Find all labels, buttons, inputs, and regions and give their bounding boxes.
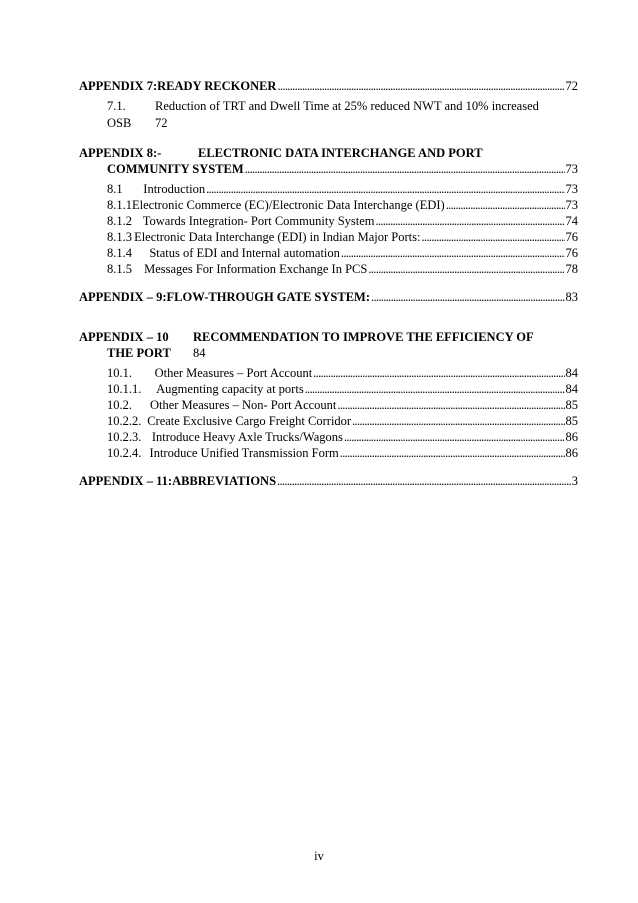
toc-entry-appendix-11[interactable] xyxy=(79,474,578,489)
page-number: 78 xyxy=(565,262,578,276)
section-title: Towards Integration- Port Community System xyxy=(142,214,375,228)
toc-entry-8-1[interactable] xyxy=(107,182,578,197)
page-number: 76 xyxy=(565,230,578,244)
dot-leader xyxy=(376,214,565,229)
toc-entry-10-2-4[interactable] xyxy=(107,446,578,461)
dot-leader xyxy=(446,198,565,213)
section-number: 10.2.2. xyxy=(107,414,142,428)
section-title-continued: OSB xyxy=(107,116,132,130)
appendix-label: APPENDIX – 11: xyxy=(79,474,173,488)
toc-entry-7-1-continued[interactable] xyxy=(107,116,168,131)
appendix-title: ELECTRONIC DATA INTERCHANGE AND PORT xyxy=(198,146,483,160)
page-number: 73 xyxy=(565,162,578,176)
page-number: 84 xyxy=(565,366,578,380)
page-number: 72 xyxy=(155,116,168,130)
appendix-title: FLOW-THROUGH GATE SYSTEM: xyxy=(166,290,370,304)
toc-entry-appendix-8[interactable] xyxy=(79,146,483,161)
section-number: 10.1.1. xyxy=(107,382,142,396)
dot-leader xyxy=(206,182,564,197)
toc-entry-7-1[interactable] xyxy=(107,99,539,114)
page-number: 76 xyxy=(565,246,578,260)
dot-leader xyxy=(245,162,565,177)
dot-leader xyxy=(421,230,564,245)
section-number: 8.1.3 xyxy=(107,230,132,244)
dot-leader xyxy=(305,382,565,397)
section-title: Electronic Commerce (EC)/Electronic Data Interchange (EDI) xyxy=(132,198,445,212)
page-number: 3 xyxy=(571,474,578,488)
section-number: 8.1.1 xyxy=(107,198,132,212)
page-number: 73 xyxy=(565,198,578,212)
section-title: Introduction xyxy=(143,182,206,196)
toc-entry-8-1-5[interactable] xyxy=(107,262,578,277)
page-number: 84 xyxy=(565,382,578,396)
appendix-label: APPENDIX 7: xyxy=(79,79,158,93)
section-title: Reduction of TRT and Dwell Time at 25% reduced NWT and 10% increased xyxy=(155,99,539,113)
appendix-label: APPENDIX – 9: xyxy=(79,290,167,304)
toc-entry-appendix-10[interactable] xyxy=(79,330,534,345)
page-number: 86 xyxy=(565,430,578,444)
dot-leader xyxy=(344,430,565,445)
section-title: Other Measures – Port Account xyxy=(154,366,313,380)
appendix-label: APPENDIX – 10 xyxy=(79,330,169,344)
dot-leader xyxy=(340,446,565,461)
section-number: 8.1.2 xyxy=(107,214,132,228)
dot-leader xyxy=(368,262,564,277)
page-number: 85 xyxy=(565,398,578,412)
appendix-title: RECOMMENDATION TO IMPROVE THE EFFICIENCY OF xyxy=(193,330,534,344)
dot-leader xyxy=(277,474,571,489)
section-title: Create Exclusive Cargo Freight Corridor xyxy=(147,414,352,428)
toc-entry-10-1[interactable] xyxy=(107,366,578,381)
page-number: 72 xyxy=(565,79,578,93)
toc-entry-appendix-10-continued[interactable] xyxy=(107,346,206,361)
toc-entry-appendix-7[interactable] xyxy=(79,79,578,94)
section-number: 10.2.4. xyxy=(107,446,142,460)
section-title: Introduce Unified Transmission Form xyxy=(149,446,339,460)
toc-entry-10-2-2[interactable] xyxy=(107,414,578,429)
dot-leader xyxy=(371,290,565,305)
toc-entry-10-1-1[interactable] xyxy=(107,382,578,397)
appendix-title-continued: THE PORT xyxy=(107,346,171,360)
toc-entry-10-2[interactable] xyxy=(107,398,578,413)
toc-entry-8-1-3[interactable] xyxy=(107,230,578,245)
section-title: Introduce Heavy Axle Trucks/Wagons xyxy=(148,430,343,444)
page-number: 86 xyxy=(565,446,578,460)
section-title: Augmenting capacity at ports xyxy=(156,382,304,396)
toc-entry-8-1-4[interactable] xyxy=(107,246,578,261)
page-number: 85 xyxy=(565,414,578,428)
toc-entry-appendix-9[interactable] xyxy=(79,290,578,305)
dot-leader xyxy=(337,398,564,413)
toc-entry-8-1-1[interactable] xyxy=(107,198,578,213)
appendix-title: READY RECKONER xyxy=(157,79,277,93)
appendix-title: ABBREVIATIONS xyxy=(172,474,277,488)
page-number: 74 xyxy=(565,214,578,228)
dot-leader xyxy=(313,366,564,381)
section-number: 10.2.3. xyxy=(107,430,142,444)
section-number: 8.1.4 xyxy=(107,246,132,260)
toc-entry-8-1-2[interactable] xyxy=(107,214,578,229)
page-number: 73 xyxy=(565,182,578,196)
toc-entry-10-2-3[interactable] xyxy=(107,430,578,445)
appendix-title-continued: COMMUNITY SYSTEM xyxy=(107,162,244,176)
section-number: 7.1. xyxy=(107,99,126,113)
section-number: 8.1.5 xyxy=(107,262,132,276)
section-title: Status of EDI and Internal automation xyxy=(149,246,340,260)
page-number: 83 xyxy=(565,290,578,304)
section-number: 10.2. xyxy=(107,398,132,412)
section-number: 10.1. xyxy=(107,366,132,380)
section-title: Messages For Information Exchange In PCS xyxy=(144,262,368,276)
page-number: 84 xyxy=(193,346,206,360)
toc-entry-appendix-8-continued[interactable] xyxy=(107,162,578,177)
section-title: Electronic Data Interchange (EDI) in Indian Major Ports: xyxy=(134,230,421,244)
appendix-label: APPENDIX 8:- xyxy=(79,146,162,160)
page-footer-number: iv xyxy=(314,849,324,863)
section-number: 8.1 xyxy=(107,182,123,196)
dot-leader xyxy=(341,246,565,261)
dot-leader xyxy=(277,79,564,94)
dot-leader xyxy=(352,414,564,429)
section-title: Other Measures – Non- Port Account xyxy=(149,398,337,412)
